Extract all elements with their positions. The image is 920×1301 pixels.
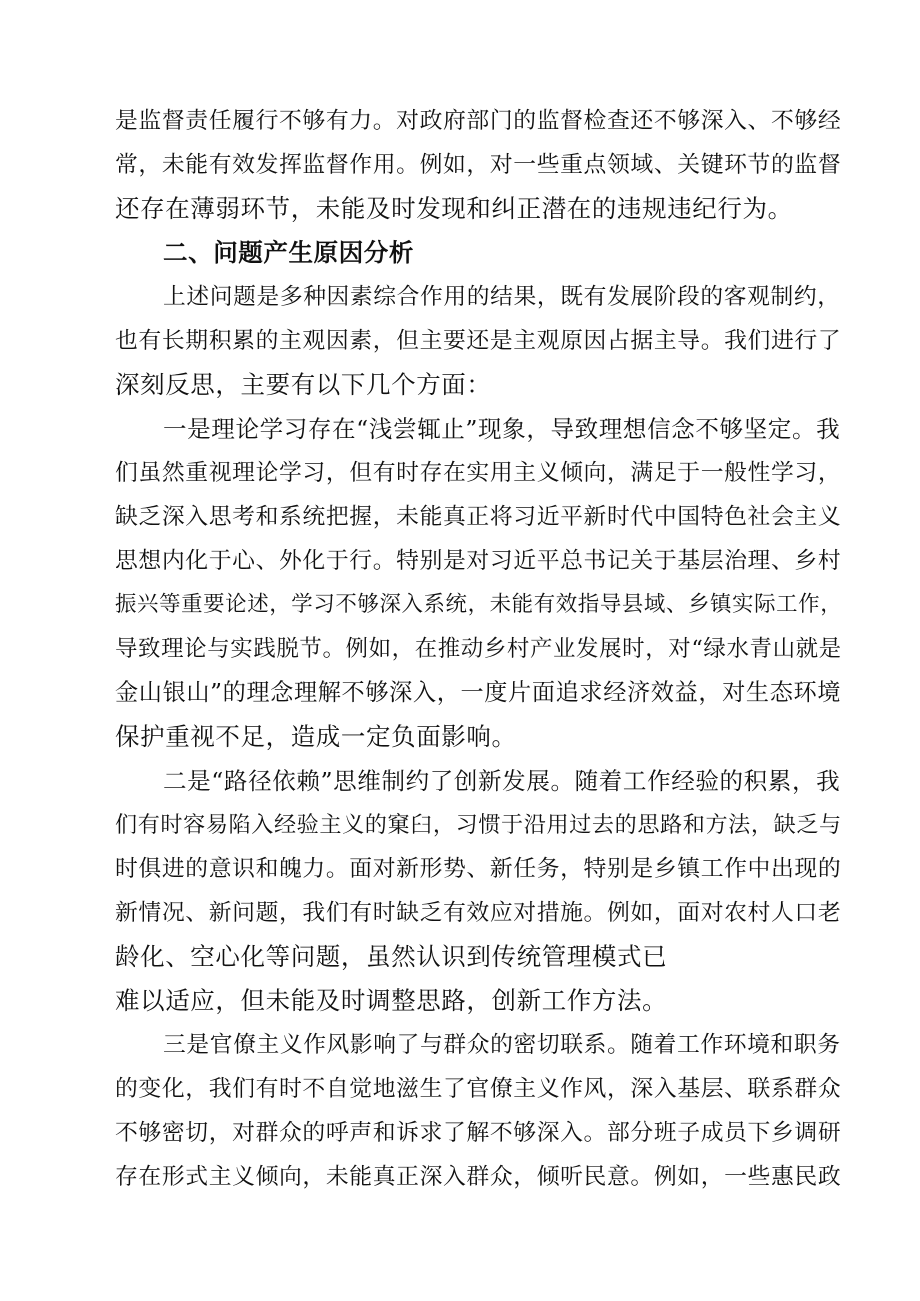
body-line: 是监督责任履行不够有力。对政府部门的监督检查还不够深入、不够经 xyxy=(115,108,842,134)
body-line: 也有长期积累的主观因素，但主要还是主观原因占据主导。我们进行了 xyxy=(115,328,842,354)
body-line: 缺乏深入思考和系统把握，未能真正将习近平新时代中国特色社会主义 xyxy=(115,504,842,530)
body-line: 存在形式主义倾向，未能真正深入群众，倾听民意。例如，一些惠民政 xyxy=(115,1164,842,1190)
body-line: 难以适应，但未能及时调整思路，创新工作方法。 xyxy=(115,986,668,1015)
body-line: 还存在薄弱环节，未能及时发现和纠正潜在的违规违纪行为。 xyxy=(115,194,793,223)
body-line: 们虽然重视理论学习，但有时存在实用主义倾向，满足于一般性学习， xyxy=(115,460,842,486)
body-line: 新情况、新问题，我们有时缺乏有效应对措施。例如，面对农村人口老 xyxy=(115,900,842,926)
body-line: 思想内化于心、外化于行。特别是对习近平总书记关于基层治理、乡村 xyxy=(115,548,842,574)
body-line: 保护重视不足，造成一定负面影响。 xyxy=(115,722,517,751)
body-line: 上述问题是多种因素综合作用的结果，既有发展阶段的客观制约， xyxy=(163,284,841,310)
body-line: 振兴等重要论述，学习不够深入系统，未能有效指导县域、乡镇实际工作， xyxy=(115,592,843,617)
body-line: 三是官僚主义作风影响了与群众的密切联系。随着工作环境和职务 xyxy=(163,1032,841,1058)
body-line: 深刻反思，主要有以下几个方面： xyxy=(115,370,492,399)
section-heading: 二、问题产生原因分析 xyxy=(163,238,414,267)
body-line: 们有时容易陷入经验主义的窠臼，习惯于沿用过去的思路和方法，缺乏与 xyxy=(115,812,842,838)
body-line: 龄化、空心化等问题，虽然认识到传统管理模式已 xyxy=(115,942,668,971)
body-line: 的变化，我们有时不自觉地滋生了官僚主义作风，深入基层、联系群众 xyxy=(115,1076,842,1102)
body-line: 导致理论与实践脱节。例如，在推动乡村产业发展时，对“绿水青山就是 xyxy=(115,636,842,662)
body-line: 常，未能有效发挥监督作用。例如，对一些重点领域、关键环节的监督 xyxy=(115,152,842,178)
body-line: 二是“路径依赖”思维制约了创新发展。随着工作经验的积累，我 xyxy=(163,767,841,795)
body-line: 一是理论学习存在“浅尝辄止”现象，导致理想信念不够坚定。我 xyxy=(163,415,841,443)
body-line: 金山银山”的理念理解不够深入，一度片面追求经济效益，对生态环境 xyxy=(115,679,842,706)
body-line: 不够密切，对群众的呼声和诉求了解不够深入。部分班子成员下乡调研 xyxy=(115,1120,842,1146)
body-line: 时俱进的意识和魄力。面对新形势、新任务，特别是乡镇工作中出现的 xyxy=(115,856,842,882)
